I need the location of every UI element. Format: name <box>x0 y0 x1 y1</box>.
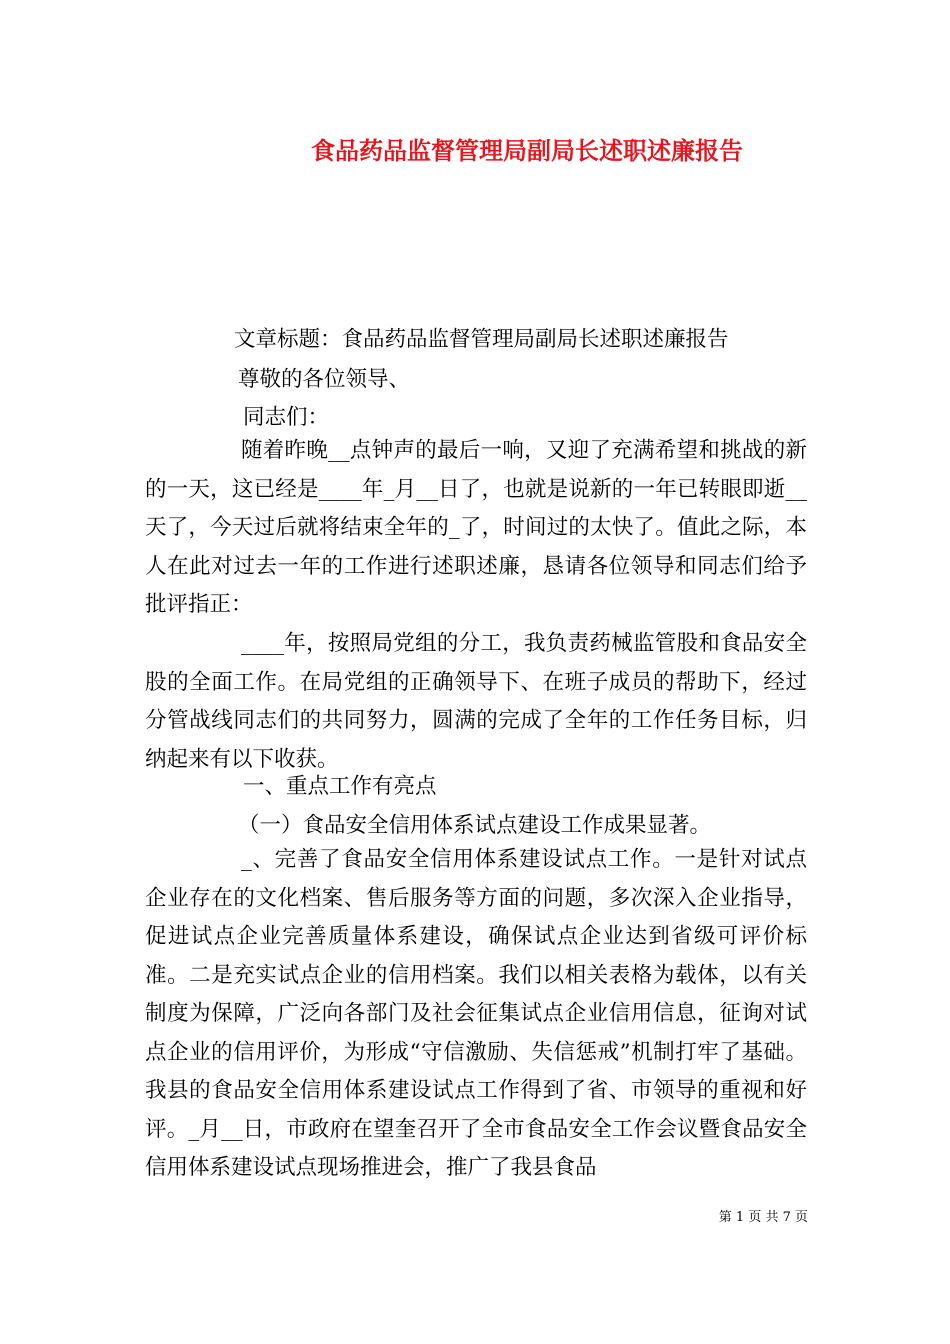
subsection-heading-1: （一）食品安全信用体系试点建设工作成果显著。 <box>238 813 712 838</box>
salutation-line-2: 同志们： <box>243 405 330 430</box>
salutation-line-1: 尊敬的各位领导、 <box>238 367 411 392</box>
document-title: 食品药品监督管理局副局长述职述廉报告 <box>311 136 743 165</box>
section-heading-1: 一、重点工作有亮点 <box>243 774 437 799</box>
page-number-footer: 第 1 页 共 7 页 <box>718 1210 808 1225</box>
body-paragraph-3: _、完善了食品安全信用体系建设试点工作。一是针对试点企业存在的文化档案、售后服务等方面的问题，多次深入企业指导，促进试点企业完善质量体系建设，确保试点企业达到省级可评价标准。二是充实试点企业的信用档案。我们以相关表格为载体，以有关制度为保障，广泛向各部门及社会征集试点企业信用信息，征询对试点企业的信用评价，为形成“守信激励、失信惩戒”机制打牢了基础。我县的食品安全信用体系建设试点工作得到了省、市领导的重视和好评。_月__日，市政府在望奎召开了全市食品安全工作会议暨食品安全信用体系建设试点现场推进会，推广了我县食品 <box>145 847 807 1180</box>
article-title-line: 文章标题：食品药品监督管理局副局长述职述廉报告 <box>234 327 729 352</box>
body-paragraph-2: ____年，按照局党组的分工，我负责药械监管股和食品安全股的全面工作。在局党组的正确领导下、在班子成员的帮助下，经过分管战线同志们的共同努力，圆满的完成了全年的工作任务目标，归纳起来有以下收获。 <box>145 631 807 772</box>
body-paragraph-1: 随着昨晚__点钟声的最后一响，又迎了充满希望和挑战的新的一天，这已经是____年_月__日了，也就是说新的一年已转眼即逝__天了，今天过后就将结束全年的_了，时间过的太快了。值此之际，本人在此对过去一年的工作进行述职述廉，恳请各位领导和同志们给予批评指正： <box>145 438 807 617</box>
